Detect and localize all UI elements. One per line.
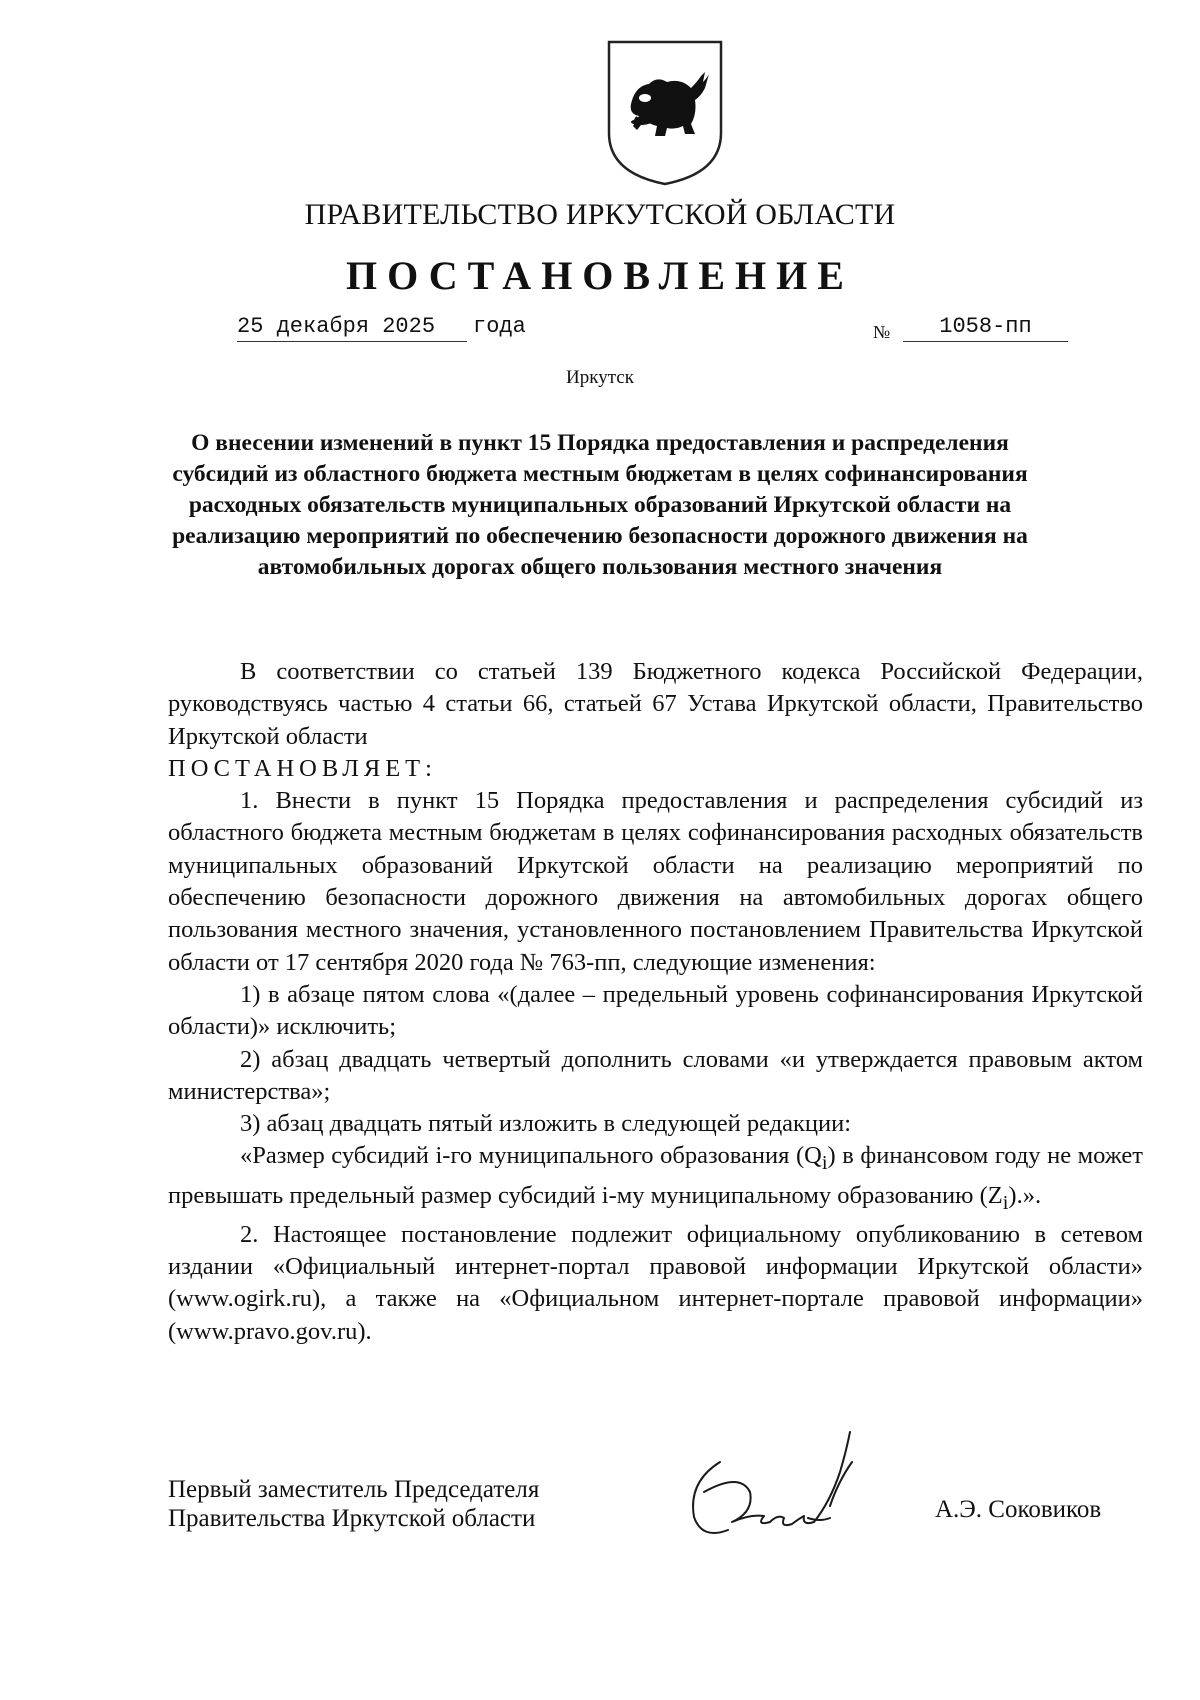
document-date: 25 декабря 2025 (237, 314, 467, 342)
subscript-i: i (821, 1152, 828, 1175)
position-line-2: Правительства Иркутской области (168, 1505, 536, 1532)
signatory-name: А.Э. Соковиков (935, 1496, 1102, 1523)
sub-item-3: 3) абзац двадцать пятый изложить в следующей редакции: (240, 1110, 852, 1138)
city: Иркутск (566, 367, 634, 388)
resolves-heading: ПОСТАНОВЛЯЕТ: (168, 754, 437, 782)
government-name: ПРАВИТЕЛЬСТВО ИРКУТСКОЙ ОБЛАСТИ (304, 198, 896, 231)
quote-part-1: «Размер субсидий i-го муниципального образования (Q (240, 1142, 822, 1170)
position-line-1: Первый заместитель Председателя (168, 1476, 540, 1503)
sub-item-2: 2) абзац двадцать четвертый дополнить словами «и утверждается правовым актом министерства»; (168, 1045, 1143, 1105)
quoted-text (168, 1140, 1143, 1218)
coat-of-arms-icon (605, 38, 725, 188)
date-suffix: года (473, 314, 526, 339)
quote-part-2: ) в финансовом году не может превышать предельный размер субсидий i-му муниципальному образованию (Z (168, 1142, 1144, 1209)
sub-item-1: 1) в абзаце пятом слова «(далее – предельный уровень софинансирования Иркутской области)» исключить; (168, 980, 1143, 1041)
signatory-position (168, 1475, 539, 1533)
preamble: В соответствии со статьей 139 Бюджетного кодекса Российской Федерации, руководствуясь частью 4 статьи 66, статьей 67 Устава Иркутской области, Правительство Иркутской области (168, 658, 1143, 750)
item-2: 2. Настоящее постановление подлежит официальному опубликованию в сетевом издании «Официальный интернет-портал правовой информации Иркутской области» (www.ogirk.ru), а также на «Официальном интернет-портале правовой информации» (www.pravo.gov.ru). (168, 1220, 1143, 1345)
subscript-i: i (1002, 1191, 1009, 1214)
document-title: О внесении изменений в пункт 15 Порядка предоставления и распределения субсидий из областного бюджета местным бюджетам в целях софинансирования расходных обязательств муниципальных образований Иркутской области на реализацию мероприятий по обеспечению безопасности дорожного движения на автомобильных дорогах общего пользования местного значения (172, 430, 1028, 580)
number-label: № (873, 322, 891, 342)
document-number: 1058-пп (903, 314, 1068, 342)
handwritten-signature (680, 1422, 910, 1547)
quote-part-3: ).». (1008, 1181, 1042, 1209)
document-type: ПОСТАНОВЛЕНИЕ (346, 253, 854, 298)
document-body (168, 656, 1143, 1348)
item-1: 1. Внести в пункт 15 Порядка предоставления и распределения субсидий из областного бюджета местным бюджетам в целях софинансирования расходных обязательств муниципальных образований Иркутской области на реализацию мероприятий по обеспечению безопасности дорожного движения на автомобильных дорогах общего пользования местного значения, установленного постановлением Правительства Иркутской области от 17 сентября 2020 года № 763-пп, следующие изменения: (168, 787, 1143, 976)
